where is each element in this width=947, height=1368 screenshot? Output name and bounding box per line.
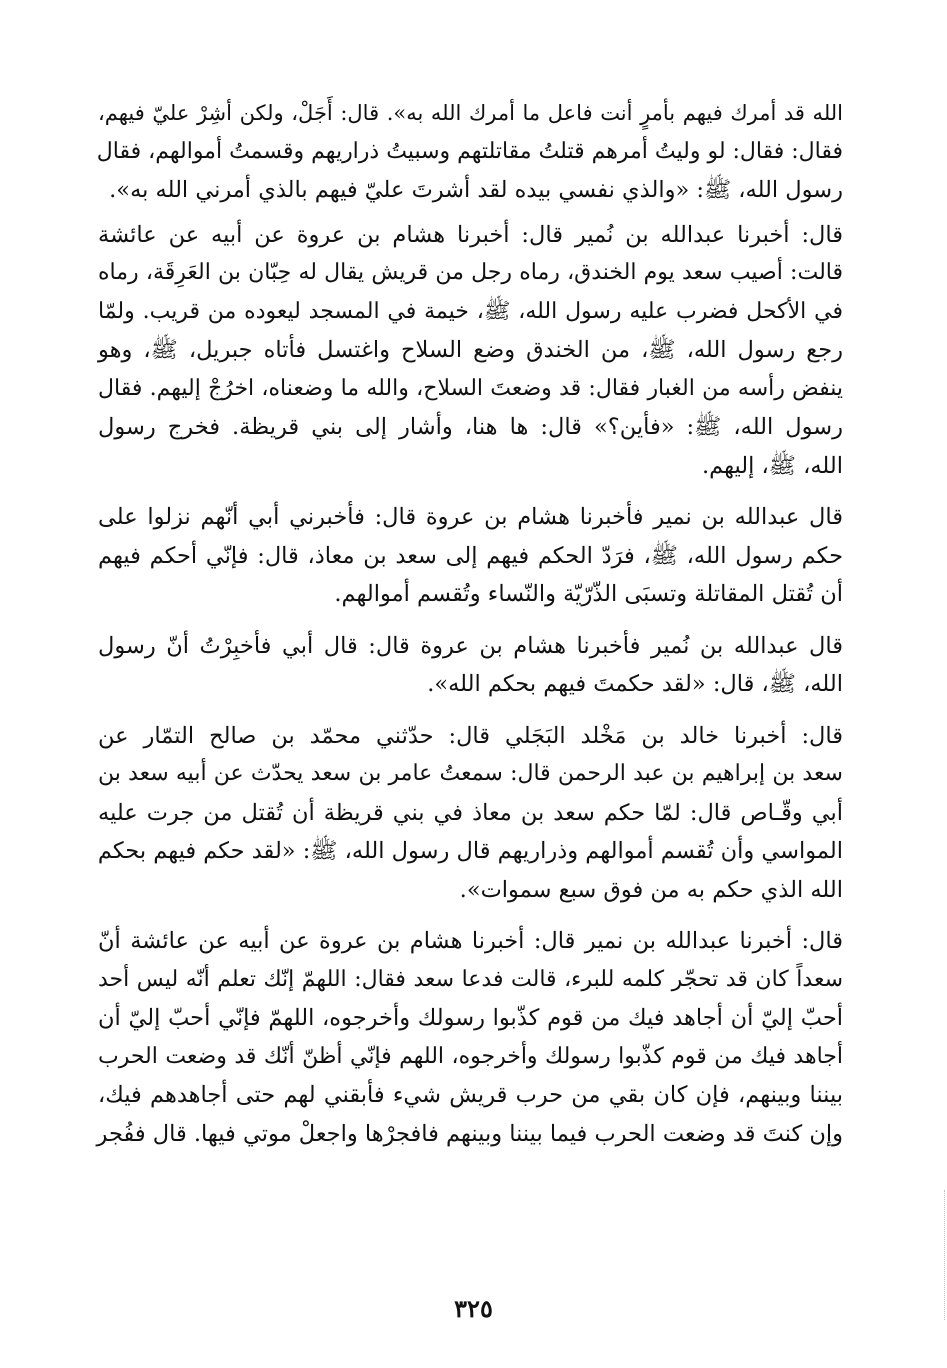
page-number: ٣٢٥ [454,1294,493,1323]
text-line: رسول الله، ﷺ: «والذي نفسي بيده لقد أشرتَ عليّ فيهم بالذي أمرني الله به». [109,177,843,203]
text-line: الله، ﷺ، إليهم. [701,452,843,479]
paragraph-6 [98,922,843,1153]
text-line: سعداً كان قد تحجّر كلمه للبرء، قالت فدعا سعد فقال: اللهمّ إنّك تعلم أنّه ليس أحد [98,966,843,992]
text-line: الله الذي حكم به من فوق سبع سموات». [459,876,843,903]
text-line: أحبّ إليّ أن أجاهد فيك من قوم كذّبوا رسولك وأخرجوه، اللهمّ فإنّي أحبّ إليّ أن [98,1005,843,1031]
text-line: سعد بن إبراهيم بن عبد الرحمن قال: سمعتُ عامر بن سعد يحدّث عن أبيه سعد بن [98,761,843,786]
text-line: أبي وقّـاص قال: لمّا حكم سعد بن معاذ في بني قريظة أن تُقتل من جرت عليه [98,799,843,826]
text-line: أن تُقتل المقاتلة وتسبَى الذّرّيّة والنّساء وتُقسم أموالهم. [334,581,843,607]
text-line: رسول الله، ﷺ: «فأين؟» قال: ها هنا، وأشار إلى بني قريظة. فخرج رسول [98,414,843,440]
paragraph-1 [98,94,843,210]
text-line: قال: أخبرنا خالد بن مَخْلد البَجَلي قال: حدّثني محمّد بن صالح التمّار عن [98,722,843,749]
paragraph-5 [98,717,843,910]
text-line: رجع رسول الله، ﷺ، من الخندق وضع السلاح واغتسل فأتاه جبريل، ﷺ، وهو [98,337,843,363]
text-line: في الأكحل فضرب عليه رسول الله، ﷺ، خيمة في المسجد ليعوده من قريب. ولمّا [98,298,843,324]
text-line: المواسي وأن تُقسم أموالهم وذراريهم قال رسول الله، ﷺ: «لقد حكم فيهم بحكم [97,838,843,864]
text-line: الله قد أمرك فيهم بأمرٍ أنت فاعل ما أمرك الله به». قال: أَجَلْ، ولكن أشِرْ عليّ فيهم، [98,101,843,125]
text-line: حكم رسول الله، ﷺ، فرَدّ الحكم فيهم إلى سعد بن معاذ، قال: فإنّي أحكم فيهم [98,542,843,569]
text-line: الله، ﷺ، قال: «لقد حكمتَ فيهم بحكم الله». [427,671,843,697]
text-line: قال عبدالله بن نُمير فأخبرنا هشام بن عروة قال: قال أبي فأخبِرْتُ أنّ رسول [98,632,843,659]
text-line: وإن كنتَ قد وضعت الحرب فيما بيننا وبينهم فافجرْها واجعلْ موتي فيها. قال ففُجر [96,1120,843,1147]
text-line: ينفض رأسه من الغبار فقال: قد وضعتَ السلاح، والله ما وضعناه، اخرُجْ إليهم. فقال [98,375,843,401]
text-line: أجاهد فيك من قوم كذّبوا رسولك وأخرجوه، اللهم فإنّي أظنّ أنّك قد وضعت الحرب [98,1043,843,1069]
paragraph-3 [98,498,843,614]
scan-edge-mark [941,1190,945,1320]
text-line: قال: أخبرنا عبدالله بن نُمير قال: أخبرنا هشام بن عروة عن أبيه عن عائشة [98,221,843,248]
text-line: قال: أخبرنا عبدالله بن نمير قال: أخبرنا هشام بن عروة عن أبيه عن عائشة أنّ [98,928,843,954]
text-line: فقال: فقال: لو وليتُ أمرهم قتلتُ مقاتلتهم وسبيتُ ذراريهم وقسمتُ أموالهم، فقال [96,138,843,164]
text-line: قال عبدالله بن نمير فأخبرنا هشام بن عروة قال: فأخبرني أبي أنّهم نزلوا على [98,504,843,530]
text-line: قالت: أصيب سعد يوم الخندق، رماه رجل من قريش يقال له حِبّان بن العَرِقَة، رماه [98,260,843,285]
paragraph-2 [98,216,843,486]
page-body [98,94,843,1166]
text-line: بيننا وبينهم، فإن كان بقي من حرب قريش شيء فأبقني لهم حتى أجاهدهم فيك، [98,1082,843,1108]
paragraph-4 [98,627,843,704]
